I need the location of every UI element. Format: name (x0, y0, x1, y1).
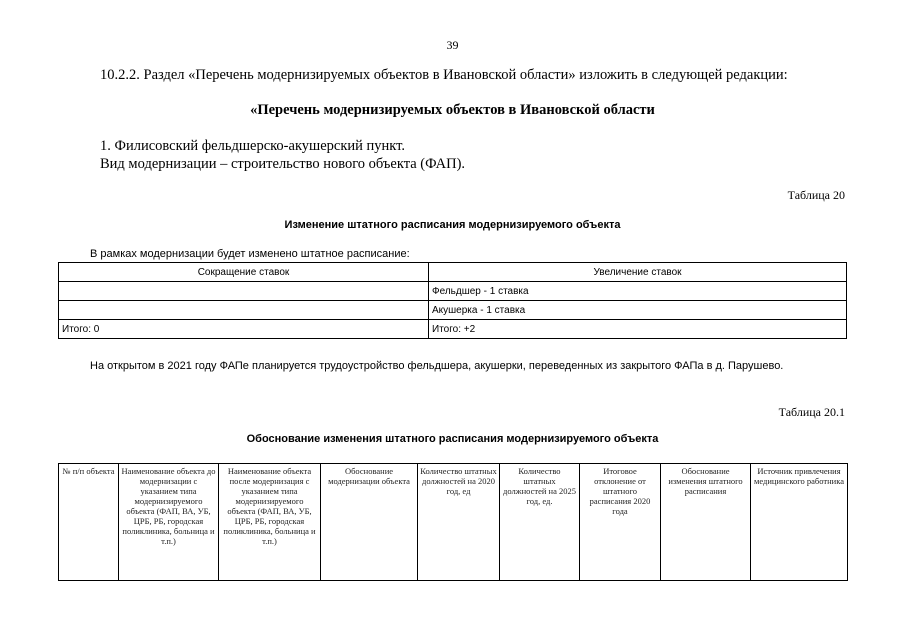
section-line: 10.2.2. Раздел «Перечень модернизируемых объектов в Ивановской области» изложить в следующей редакции: (100, 67, 788, 83)
justification-table (58, 463, 848, 581)
table-cell: Фельдшер - 1 ставка (429, 282, 847, 301)
total-reduction: Итого: 0 (59, 320, 429, 339)
header-staff-2025: Количество штатных должностей на 2025 год, ед. (500, 464, 580, 581)
table-cell: Акушерка - 1 ставка (429, 301, 847, 320)
list-title: «Перечень модернизируемых объектов в Ивановской области (250, 102, 655, 118)
table20-intro: В рамках модернизации будет изменено штатное расписание: (90, 248, 410, 260)
table20-1-heading: Обоснование изменения штатного расписания модернизируемого объекта (246, 433, 659, 445)
table-row (59, 320, 847, 339)
header-change-justification: Обоснование изменения штатного расписания (661, 464, 751, 581)
header-name-after: Наименование объекта после модернизация с указанием типа модернизируемого объекта (ФАП, ВА, УБ, ЦРБ, РБ, городская поликлиника, больница и т.п.) (219, 464, 321, 581)
header-reduction: Сокращение ставок (59, 263, 429, 282)
header-increase: Увеличение ставок (429, 263, 847, 282)
header-deviation: Итоговое отклонение от штатного расписания 2020 года (580, 464, 661, 581)
table-row (59, 282, 847, 301)
table20-1-label: Таблица 20.1 (778, 405, 845, 419)
table-cell (59, 301, 429, 320)
table-row (59, 301, 847, 320)
total-increase: Итого: +2 (429, 320, 847, 339)
header-staff-2020: Количество штатных должностей на 2020 год, ед (418, 464, 500, 581)
table-header-row (59, 263, 847, 282)
header-name-before: Наименование объекта до модернизации с указанием типа модернизируемого объекта (ФАП, ВА, УБ, ЦРБ, РБ, городская поликлиника, больница и т.п.) (119, 464, 219, 581)
object-line: 1. Филисовский фельдшерско-акушерский пункт. (100, 138, 406, 154)
staff-change-table (58, 262, 847, 339)
table-cell (59, 282, 429, 301)
header-number: № п/п объекта (59, 464, 119, 581)
note-text: На открытом в 2021 году ФАПе планируется трудоустройство фельдшера, акушерки, переведенных из закрытого ФАПа в д. Парушево. (90, 360, 784, 372)
page-number: 39 (446, 38, 459, 52)
table-header-row (59, 464, 848, 581)
header-justification: Обоснование модернизации объекта (321, 464, 418, 581)
table20-label: Таблица 20 (787, 188, 845, 202)
header-source: Источник привлечения медицинского работника (751, 464, 848, 581)
modernization-type: Вид модернизации – строительство нового объекта (ФАП). (100, 156, 466, 172)
table20-heading: Изменение штатного расписания модернизируемого объекта (284, 219, 621, 231)
